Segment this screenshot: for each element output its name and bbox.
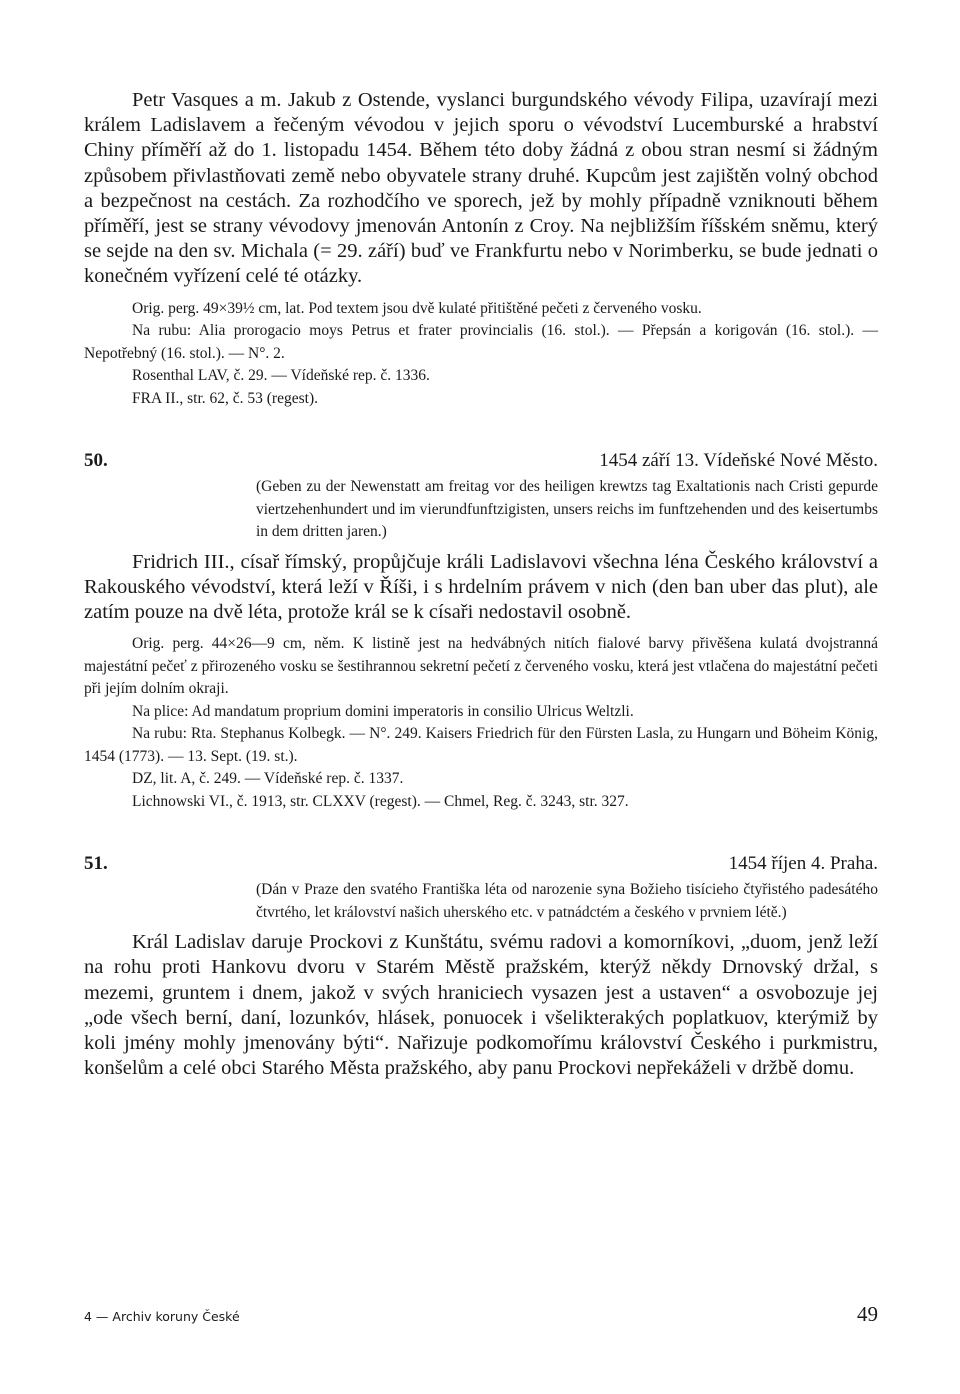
dating-clause: (Dán v Praze den svatého Františka léta od narozenie syna Božieho tisícieho čtyřistého padesátého čtvrtého, let království našich uherského etc. v patnádctém a českého v prvniem létě.) xyxy=(256,881,878,921)
document-50 xyxy=(84,450,878,813)
archival-note: Na rubu: Alia prorogacio moys Petrus et frater provincialis (16. stol.). — Přepsán a korigován (16. stol.). — Nepotřebný (16. stol.). — N°. 2. xyxy=(84,322,878,362)
page-number: 49 xyxy=(857,1302,878,1326)
document-header xyxy=(84,853,878,875)
document-50-notes xyxy=(84,633,878,813)
document-number: 50. xyxy=(84,450,108,472)
archival-note: Orig. perg. 49×39½ cm, lat. Pod textem jsou dvě kulaté přitištěné pečeti z červeného vosku. xyxy=(132,299,702,317)
document-49 xyxy=(84,88,878,410)
document-51-text: Král Ladislav daruje Prockovi z Kunštátu, svému radovi a komorníkovi, „duom, jenž leží na rohu proti Hankovu dvoru v Starém Městě pražském, kterýž někdy Drnovský držal, s mezemi, gruntem i dnem, jakož v svých hraniciech vysazen jest a ustaven“ a osvobozuje jej „ode všech berní, daní, lozunkóv, hlásek, ponuocek i všelikterakých poplatkuov, kterýmiž by koli jmény mohly jmenovány býti“. Nařizuje podkomořímu království Českého i purkmistru, konšelům a celé obci Starého Města pražského, aby panu Prockovi nepřekáželi v držbě domu. xyxy=(84,931,878,1080)
document-number: 51. xyxy=(84,853,108,875)
document-49-text: Petr Vasques a m. Jakub z Ostende, vyslanci burgundského vévody Filipa, uzavírají mezi králem Ladislavem a řečeným vévodou v jejich sporu o vévodství Lucemburské a hrabství Chiny příměří až do 1. listopadu 1454. Během této doby žádná z obou stran nesmí si žádným způsobem přivlastňovati země nebo obyvatele strany druhé. Kupcům jest zajištěn volný obchod a bezpečnost na cestách. Za rozhodčího ve sporech, jež by mohly případně vzniknouti během příměří, jest se strany vévodovy jmenován Antonín z Croy. Na nejbližším říšském sněmu, který se sejde na den sv. Michala (= 29. září) buď ve Frankfurtu nebo v Norimberku, se bude jednati o konečném vyřízení celé té otázky. xyxy=(84,89,878,288)
archival-note: FRA II., str. 62, č. 53 (regest). xyxy=(132,389,318,407)
page-footer xyxy=(84,1302,878,1327)
archival-note: Rosenthal LAV, č. 29. — Vídeňské rep. č. 1336. xyxy=(132,367,430,385)
document-header xyxy=(84,450,878,472)
archival-note: DZ, lit. A, č. 249. — Vídeňské rep. č. 1337. xyxy=(132,770,404,788)
printer-signature: 4 — Archiv koruny České xyxy=(84,1309,240,1324)
archival-note: Na plice: Ad mandatum proprium domini imperatoris in consilio Ulricus Weltzli. xyxy=(132,702,634,720)
archival-note: Orig. perg. 44×26—9 cm, něm. K listině jest na hedvábných nitích fialové barvy přivěšena kulatá dvojstranná majestátní pečeť z přirozeného vosku se šestihrannou sekretní pečetí z červeného vosku, která jest vtlačena do majestátní pečeti při jejím dolním okraji. xyxy=(84,635,878,698)
document-49-notes xyxy=(84,298,878,411)
page-content xyxy=(84,88,878,1081)
document-50-text: Fridrich III., císař římský, propůjčuje králi Ladislavovi všechna léna Českého království a Rakouského vévodství, která leží v Říši, i s hrdelním právem v nich (den ban uber das plut), ale zatím pouze na dvě léta, protože král se k císaři nedostavil osobně. xyxy=(84,550,878,624)
archival-note: Lichnowski VI., č. 1913, str. CLXXV (regest). — Chmel, Reg. č. 3243, str. 327. xyxy=(132,792,629,810)
document-date-place: 1454 říjen 4. Praha. xyxy=(728,853,878,875)
document-51 xyxy=(84,853,878,1081)
document-date-place: 1454 září 13. Vídeňské Nové Město. xyxy=(599,450,878,472)
dating-clause: (Geben zu der Newenstatt am freitag vor des heiligen krewtzs tag Exaltationis nach Cristi gepurde viertzehenhundert und im vierundfunftzigisten, unsers reichs im funftzehenden und des keisertumbs in dem dritten jaren.) xyxy=(256,478,878,541)
archival-note: Na rubu: Rta. Stephanus Kolbegk. — N°. 249. Kaisers Friedrich für den Fürsten Lasla, zu Hungarn und Böheim König, 1454 (1773). — 13. Sept. (19. st.). xyxy=(84,725,878,765)
